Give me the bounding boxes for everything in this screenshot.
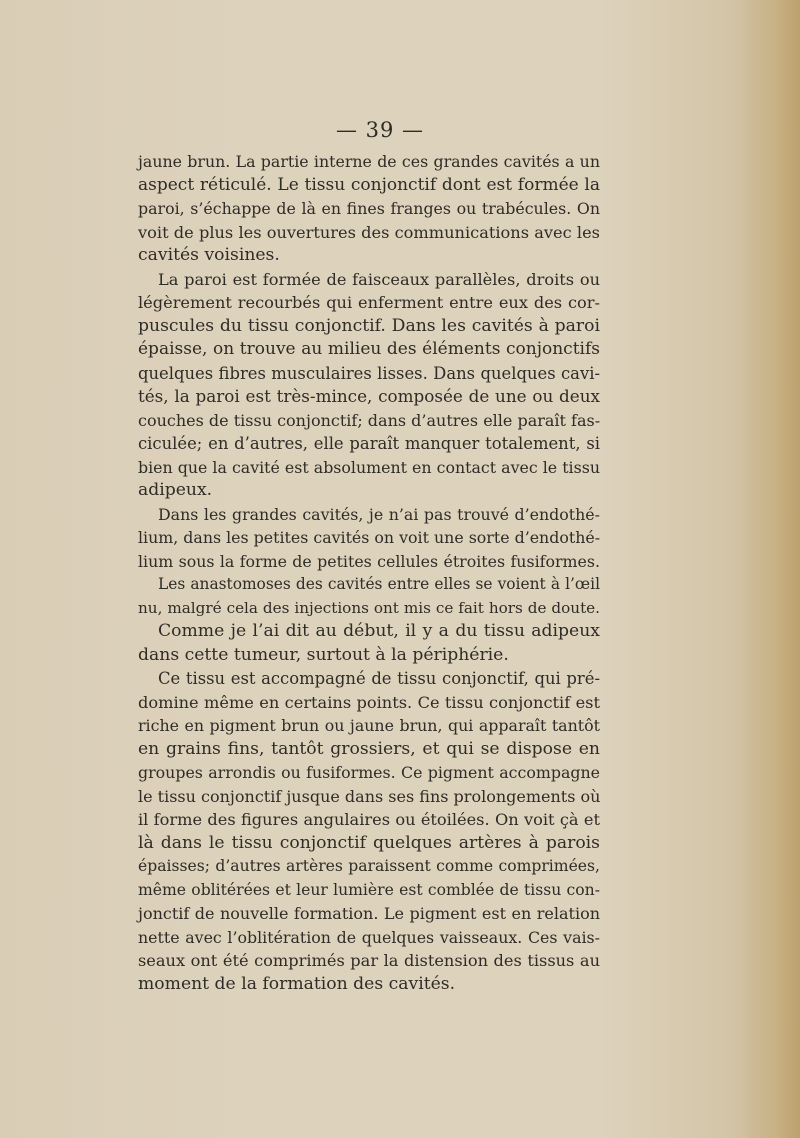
text-line: il forme des figures angulaires ou étoilées. On voit çà et: [138, 810, 600, 829]
text-line: riche en pigment brun ou jaune brun, qui apparaît tantôt: [138, 716, 600, 735]
text-line: cavités voisines.: [138, 245, 280, 265]
text-line: là dans le tissu conjonctif quelques artères à parois: [138, 832, 600, 853]
text-line: dans cette tumeur, surtout à la périphérie.: [138, 644, 509, 665]
text-line: même oblitérées et leur lumière est comblée de tissu con-: [138, 880, 600, 899]
text-line: ciculée; en d’autres, elle paraît manquer totalement, si: [138, 434, 600, 453]
text-line: seaux ont été comprimés par la distension des tissus au: [138, 951, 600, 970]
text-line: couches de tissu conjonctif; dans d’autres elle paraît fas-: [138, 410, 601, 430]
text-line: groupes arrondis ou fusiformes. Ce pigment accompagne: [138, 763, 600, 782]
text-line: moment de la formation des cavités.: [138, 973, 456, 994]
text-line: jaune brun. La partie interne de ces grandes cavités a un: [138, 152, 600, 171]
text-line: lium sous la forme de petites cellules étroites fusiformes.: [138, 551, 600, 571]
text-line: Les anastomoses des cavités entre elles se voient à l’œil: [158, 575, 600, 593]
text-line: Comme je l’ai dit au début, il y a du tissu adipeux: [158, 621, 600, 641]
text-line: puscules du tissu conjonctif. Dans les cavités à paroi: [138, 315, 600, 336]
text-line: paroi, s’échappe de là en fines franges ou trabécules. On: [138, 199, 600, 218]
page-edge-shading: [740, 0, 800, 1138]
text-line: quelques fibres musculaires lisses. Dans quelques cavi-: [138, 363, 600, 383]
body-text: [138, 150, 600, 996]
text-line: le tissu conjonctif jusque dans ses fins prolongements où: [138, 786, 601, 806]
text-line: aspect réticulé. Le tissu conjonctif dont est formée la: [138, 174, 600, 195]
text-line: légèrement recourbés qui enferment entre eux des cor-: [138, 293, 600, 312]
text-line: nette avec l’oblitération de quelques vaisseaux. Ces vais-: [138, 927, 600, 947]
text-line: bien que la cavité est absolument en contact avec le tissu: [138, 457, 600, 477]
text-line: nu, malgré cela des injections ont mis ce fait hors de doute.: [138, 598, 600, 617]
text-line: Ce tissu est accompagné de tissu conjonctif, qui pré-: [158, 669, 600, 688]
text-line: lium, dans les petites cavités on voit une sorte d’endothé-: [138, 528, 601, 547]
text-line: Dans les grandes cavités, je n’ai pas trouvé d’endothé-: [158, 504, 600, 524]
text-line: jonctif de nouvelle formation. Le pigment est en relation: [138, 904, 600, 923]
text-line: épaisses; d’autres artères paraissent comme comprimées,: [138, 857, 600, 875]
text-line: épaisse, on trouve au milieu des éléments conjonctifs: [138, 339, 600, 359]
page-number: — 39 —: [335, 118, 425, 142]
text-line: voit de plus les ouvertures des communications avec les: [138, 222, 600, 242]
text-line: adipeux.: [138, 480, 213, 500]
text-line: tés, la paroi est très-mince, composée de une ou deux: [138, 386, 600, 406]
text-line: domine même en certains points. Ce tissu conjonctif est: [138, 692, 600, 712]
text-line: La paroi est formée de faisceaux parallèles, droits ou: [158, 269, 600, 289]
text-line: en grains fins, tantôt grossiers, et qui se dispose en: [138, 738, 600, 759]
